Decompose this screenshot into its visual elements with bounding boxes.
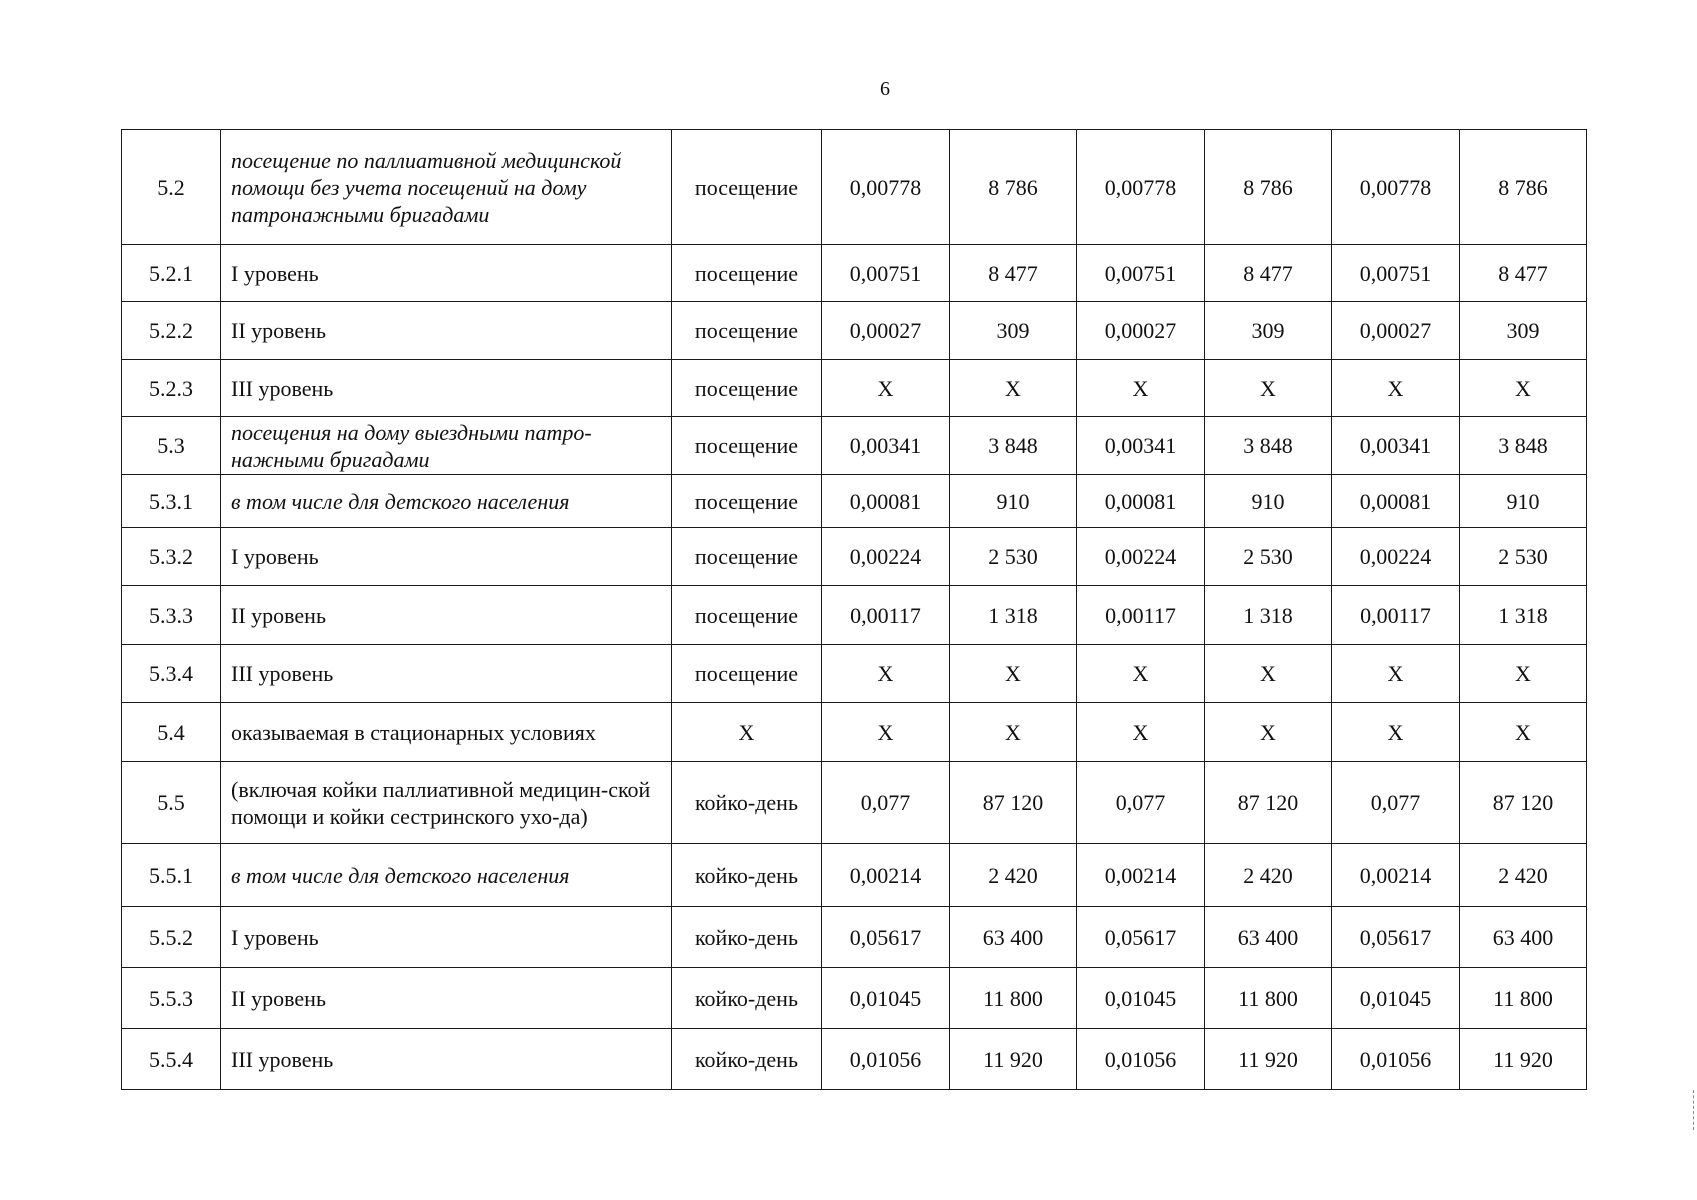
count-value-cell: X [950, 703, 1077, 762]
norm-value-cell: X [1077, 703, 1205, 762]
count-value-cell: 2 420 [1205, 844, 1332, 907]
count-value-cell: 1 318 [950, 586, 1077, 645]
norm-value-cell: 0,05617 [1077, 907, 1205, 968]
row-name: (включая койки паллиативной медицин-ской помощи и койки сестринского ухо-да) [221, 762, 672, 844]
row-number: 5.3 [122, 417, 221, 475]
count-value-cell: 1 318 [1205, 586, 1332, 645]
count-value-cell: 8 786 [1460, 130, 1587, 245]
norm-value-cell: 0,01056 [1332, 1029, 1460, 1090]
count-value-cell: 309 [950, 302, 1077, 360]
norm-value-cell: 0,00341 [822, 417, 950, 475]
row-unit: койко-день [672, 1029, 822, 1090]
row-number: 5.5.3 [122, 968, 221, 1029]
count-value-cell: 8 477 [1460, 245, 1587, 302]
count-value-cell: X [1460, 703, 1587, 762]
count-value-cell: 910 [950, 475, 1077, 528]
count-value-cell: 11 800 [950, 968, 1077, 1029]
row-number: 5.3.2 [122, 528, 221, 586]
row-name: посещения на дому выездными патро-нажными бригадами [221, 417, 672, 475]
norm-value-cell: 0,00778 [822, 130, 950, 245]
row-name: посещение по паллиативной медицинской помощи без учета посещений на дому патронажными бригадами [221, 130, 672, 245]
page-number: 6 [880, 78, 890, 100]
norm-value-cell: 0,00117 [1077, 586, 1205, 645]
count-value-cell: 309 [1205, 302, 1332, 360]
norm-value-cell: X [1077, 645, 1205, 703]
count-value-cell: X [1205, 360, 1332, 417]
row-number: 5.2 [122, 130, 221, 245]
table-row [122, 475, 1587, 528]
row-number: 5.2.2 [122, 302, 221, 360]
count-value-cell: X [1205, 703, 1332, 762]
count-value-cell: 11 920 [950, 1029, 1077, 1090]
norm-value-cell: 0,00778 [1332, 130, 1460, 245]
row-number: 5.5.4 [122, 1029, 221, 1090]
norm-value-cell: 0,00117 [822, 586, 950, 645]
row-name: III уровень [221, 1029, 672, 1090]
table-row [122, 762, 1587, 844]
row-number: 5.2.1 [122, 245, 221, 302]
table-row [122, 907, 1587, 968]
table-row [122, 130, 1587, 245]
row-number: 5.5.1 [122, 844, 221, 907]
count-value-cell: 8 477 [1205, 245, 1332, 302]
norm-value-cell: 0,05617 [1332, 907, 1460, 968]
row-number: 5.2.3 [122, 360, 221, 417]
norm-value-cell: 0,00751 [1077, 245, 1205, 302]
norm-value-cell: 0,077 [1077, 762, 1205, 844]
norm-value-cell: 0,00751 [822, 245, 950, 302]
norm-value-cell: 0,00214 [1077, 844, 1205, 907]
row-number: 5.3.4 [122, 645, 221, 703]
count-value-cell: 2 420 [950, 844, 1077, 907]
norm-value-cell: X [822, 645, 950, 703]
row-unit: посещение [672, 586, 822, 645]
count-value-cell: 63 400 [1460, 907, 1587, 968]
norm-value-cell: X [1332, 703, 1460, 762]
norm-value-cell: X [1332, 360, 1460, 417]
norm-value-cell: 0,077 [822, 762, 950, 844]
row-unit: посещение [672, 528, 822, 586]
norm-value-cell: 0,00224 [1332, 528, 1460, 586]
row-name: II уровень [221, 302, 672, 360]
count-value-cell: X [950, 645, 1077, 703]
count-value-cell: 63 400 [950, 907, 1077, 968]
count-value-cell: 11 920 [1460, 1029, 1587, 1090]
row-unit: посещение [672, 245, 822, 302]
norm-value-cell: 0,01056 [1077, 1029, 1205, 1090]
count-value-cell: 87 120 [1460, 762, 1587, 844]
row-number: 5.5.2 [122, 907, 221, 968]
count-value-cell: 2 530 [1460, 528, 1587, 586]
norm-value-cell: 0,01045 [1332, 968, 1460, 1029]
row-unit: X [672, 703, 822, 762]
table-row [122, 528, 1587, 586]
table-row [122, 302, 1587, 360]
table-row [122, 844, 1587, 907]
table-row [122, 645, 1587, 703]
row-name: в том числе для детского населения [221, 475, 672, 528]
count-value-cell: 11 800 [1205, 968, 1332, 1029]
row-unit: посещение [672, 417, 822, 475]
row-name: оказываемая в стационарных условиях [221, 703, 672, 762]
count-value-cell: X [1205, 645, 1332, 703]
row-unit: посещение [672, 645, 822, 703]
row-name: II уровень [221, 968, 672, 1029]
norm-value-cell: 0,01056 [822, 1029, 950, 1090]
row-unit: койко-день [672, 844, 822, 907]
norm-value-cell: X [822, 360, 950, 417]
count-value-cell: 2 420 [1460, 844, 1587, 907]
count-value-cell: 87 120 [1205, 762, 1332, 844]
row-number: 5.4 [122, 703, 221, 762]
norm-value-cell: 0,00027 [1077, 302, 1205, 360]
norm-value-cell: 0,00778 [1077, 130, 1205, 245]
norm-value-cell: 0,077 [1332, 762, 1460, 844]
norm-value-cell: 0,00751 [1332, 245, 1460, 302]
row-unit: койко-день [672, 968, 822, 1029]
count-value-cell: 2 530 [950, 528, 1077, 586]
table-row [122, 417, 1587, 475]
norm-value-cell: 0,01045 [1077, 968, 1205, 1029]
count-value-cell: 8 786 [950, 130, 1077, 245]
table-body [122, 130, 1587, 1090]
table-row [122, 245, 1587, 302]
table-row [122, 1029, 1587, 1090]
count-value-cell: 11 920 [1205, 1029, 1332, 1090]
count-value-cell: 8 786 [1205, 130, 1332, 245]
row-unit: посещение [672, 302, 822, 360]
norm-value-cell: X [822, 703, 950, 762]
norm-value-cell: 0,00081 [1077, 475, 1205, 528]
count-value-cell: 309 [1460, 302, 1587, 360]
data-table [121, 129, 1587, 1090]
norm-value-cell: 0,00214 [822, 844, 950, 907]
count-value-cell: X [950, 360, 1077, 417]
count-value-cell: 3 848 [1460, 417, 1587, 475]
row-unit: посещение [672, 475, 822, 528]
row-name: III уровень [221, 360, 672, 417]
count-value-cell: X [1460, 360, 1587, 417]
count-value-cell: 2 530 [1205, 528, 1332, 586]
count-value-cell: 1 318 [1460, 586, 1587, 645]
row-name: III уровень [221, 645, 672, 703]
count-value-cell: 910 [1205, 475, 1332, 528]
table-row [122, 703, 1587, 762]
row-unit: койко-день [672, 907, 822, 968]
row-number: 5.3.1 [122, 475, 221, 528]
row-number: 5.3.3 [122, 586, 221, 645]
row-name: II уровень [221, 586, 672, 645]
norm-value-cell: 0,00341 [1332, 417, 1460, 475]
table-row [122, 968, 1587, 1029]
row-name: I уровень [221, 528, 672, 586]
norm-value-cell: 0,00117 [1332, 586, 1460, 645]
row-name: в том числе для детского населения [221, 844, 672, 907]
count-value-cell: 3 848 [1205, 417, 1332, 475]
norm-value-cell: 0,00027 [822, 302, 950, 360]
norm-value-cell: 0,00224 [822, 528, 950, 586]
table-row [122, 586, 1587, 645]
count-value-cell: X [1460, 645, 1587, 703]
norm-value-cell: 0,05617 [822, 907, 950, 968]
count-value-cell: 3 848 [950, 417, 1077, 475]
table-row [122, 360, 1587, 417]
count-value-cell: 11 800 [1460, 968, 1587, 1029]
count-value-cell: 63 400 [1205, 907, 1332, 968]
norm-value-cell: X [1077, 360, 1205, 417]
row-name: I уровень [221, 245, 672, 302]
scan-edge-mark [1693, 1090, 1697, 1130]
count-value-cell: 910 [1460, 475, 1587, 528]
norm-value-cell: 0,00341 [1077, 417, 1205, 475]
row-unit: койко-день [672, 762, 822, 844]
row-name: I уровень [221, 907, 672, 968]
count-value-cell: 8 477 [950, 245, 1077, 302]
row-unit: посещение [672, 360, 822, 417]
norm-value-cell: 0,00081 [1332, 475, 1460, 528]
norm-value-cell: 0,00081 [822, 475, 950, 528]
row-unit: посещение [672, 130, 822, 245]
norm-value-cell: 0,00027 [1332, 302, 1460, 360]
norm-value-cell: 0,01045 [822, 968, 950, 1029]
norm-value-cell: 0,00214 [1332, 844, 1460, 907]
norm-value-cell: X [1332, 645, 1460, 703]
norm-value-cell: 0,00224 [1077, 528, 1205, 586]
row-number: 5.5 [122, 762, 221, 844]
count-value-cell: 87 120 [950, 762, 1077, 844]
